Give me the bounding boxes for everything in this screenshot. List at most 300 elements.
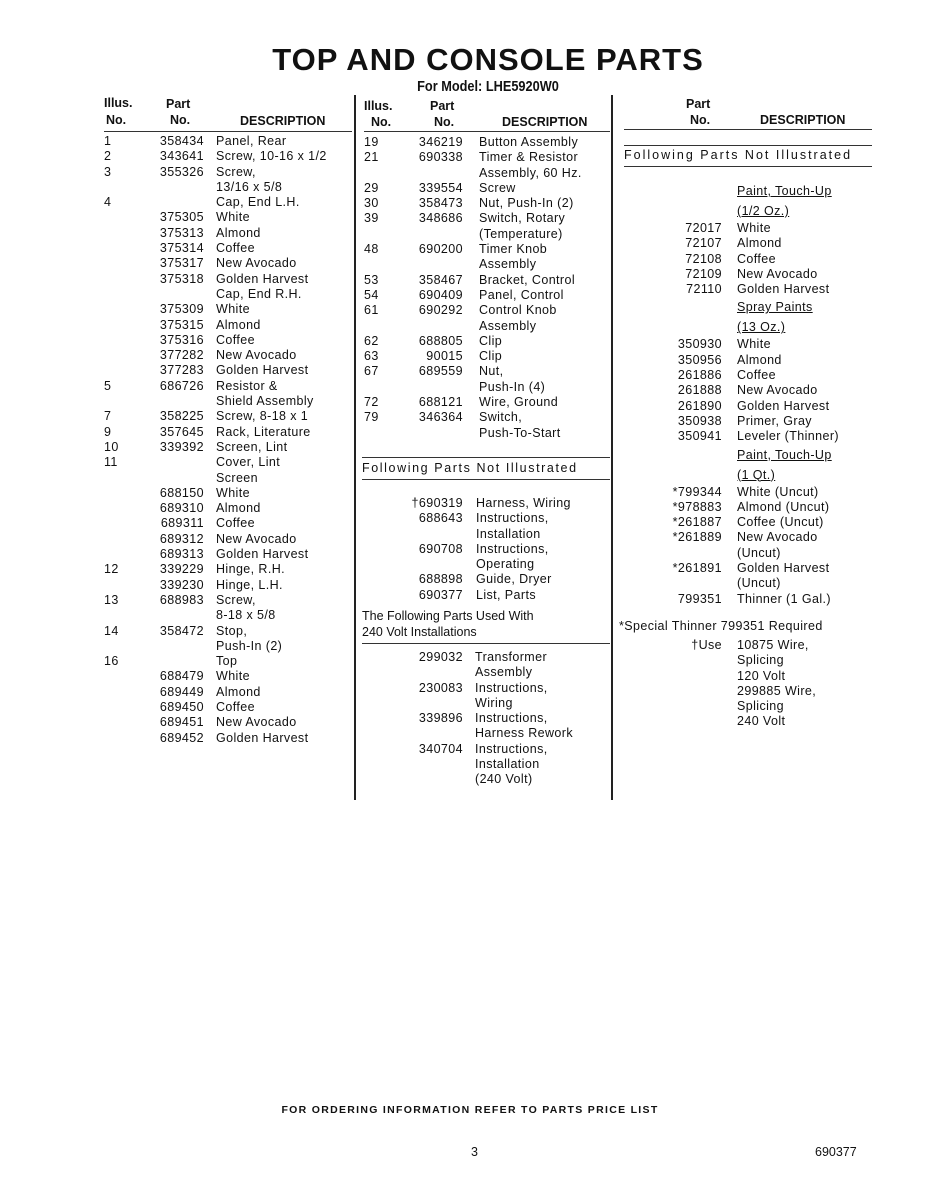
part-number: 689449 bbox=[159, 684, 204, 699]
part-description: New Avocado bbox=[737, 266, 818, 281]
middle-not-illustrated-heading: Following Parts Not Illustrated bbox=[362, 461, 578, 475]
part-description: Spray Paints bbox=[737, 300, 813, 315]
volt240-heading: 240 Volt Installations bbox=[362, 625, 477, 639]
part-description: Paint, Touch-Up bbox=[737, 447, 832, 462]
table-row bbox=[624, 383, 874, 398]
table-row bbox=[104, 501, 354, 516]
part-description: Instructions, bbox=[476, 511, 549, 526]
part-description: (Uncut) bbox=[737, 576, 781, 591]
part-number: *261891 bbox=[672, 561, 722, 576]
table-row bbox=[364, 711, 610, 726]
part-description: New Avocado bbox=[216, 348, 297, 363]
part-number: 689452 bbox=[159, 730, 204, 745]
table-row bbox=[624, 669, 874, 684]
table-row bbox=[364, 227, 610, 242]
page-title: TOP AND CONSOLE PARTS bbox=[272, 42, 704, 77]
header-illus-no: No. bbox=[106, 113, 127, 127]
part-number: 689312 bbox=[159, 531, 204, 546]
part-description: Button Assembly bbox=[479, 135, 579, 149]
table-row bbox=[364, 181, 610, 196]
table-row bbox=[104, 486, 354, 501]
table-row bbox=[364, 650, 610, 665]
part-number: 72017 bbox=[685, 221, 722, 235]
part-number: 358434 bbox=[159, 134, 204, 148]
table-row bbox=[364, 303, 610, 318]
part-description: Clip bbox=[479, 349, 503, 364]
part-number: 375305 bbox=[159, 210, 204, 225]
part-number: 377282 bbox=[159, 348, 204, 363]
part-number: 346364 bbox=[418, 410, 463, 425]
part-description: Almond bbox=[216, 501, 261, 516]
part-description: Push-In (2) bbox=[216, 638, 283, 653]
part-number: *261889 bbox=[672, 530, 722, 545]
part-description: Primer, Gray bbox=[737, 413, 812, 428]
table-row bbox=[624, 368, 874, 383]
illus-number: 29 bbox=[364, 180, 379, 195]
table-row bbox=[104, 318, 354, 333]
part-description: Instructions, bbox=[476, 541, 549, 556]
table-row bbox=[364, 135, 610, 150]
header-illus: Illus. bbox=[104, 96, 133, 110]
table-row bbox=[104, 516, 354, 531]
table-row bbox=[104, 149, 354, 164]
table-row bbox=[104, 256, 354, 271]
table-row bbox=[104, 562, 354, 577]
table-row bbox=[364, 757, 610, 772]
table-row bbox=[104, 134, 354, 149]
table-row bbox=[624, 485, 874, 500]
table-row bbox=[364, 557, 610, 572]
part-number: 688121 bbox=[418, 395, 463, 410]
part-description: Coffee bbox=[737, 251, 777, 266]
right-parts-list bbox=[624, 181, 874, 607]
table-row bbox=[624, 267, 874, 282]
table-row bbox=[364, 211, 610, 226]
table-row bbox=[104, 379, 354, 394]
table-row bbox=[624, 317, 874, 337]
part-number: 689310 bbox=[159, 501, 204, 516]
table-row bbox=[624, 638, 874, 653]
part-number: 375316 bbox=[159, 332, 204, 347]
part-description: Almond bbox=[216, 317, 261, 332]
illus-number: 39 bbox=[364, 211, 379, 226]
illus-number: 10 bbox=[104, 439, 119, 454]
illus-number: 12 bbox=[104, 562, 119, 577]
illus-number: 62 bbox=[364, 333, 379, 348]
table-row bbox=[364, 726, 610, 741]
part-description: New Avocado bbox=[216, 715, 297, 730]
table-row bbox=[364, 772, 610, 787]
column-divider bbox=[611, 95, 613, 800]
part-description: Golden Harvest bbox=[216, 363, 309, 378]
table-row bbox=[364, 426, 610, 441]
table-row bbox=[104, 731, 354, 746]
table-row bbox=[104, 425, 354, 440]
part-number: 375309 bbox=[159, 302, 204, 317]
part-number: 340704 bbox=[418, 741, 463, 756]
illus-number: 54 bbox=[364, 287, 379, 302]
illus-number: 63 bbox=[364, 349, 379, 364]
part-description: 120 Volt bbox=[737, 668, 786, 683]
table-row bbox=[624, 699, 874, 714]
table-row bbox=[104, 715, 354, 730]
part-number: 375313 bbox=[159, 225, 204, 240]
part-number: 261886 bbox=[677, 368, 722, 383]
part-number: 688805 bbox=[418, 333, 463, 348]
illus-number: 79 bbox=[364, 410, 379, 425]
table-row bbox=[104, 180, 354, 195]
table-row bbox=[104, 440, 354, 455]
part-description: Push-To-Start bbox=[479, 425, 561, 440]
part-description: Cover, Lint bbox=[216, 455, 281, 470]
illus-number: 3 bbox=[104, 164, 112, 179]
part-description: Installation bbox=[475, 757, 540, 772]
part-description: Top bbox=[216, 654, 238, 669]
part-description: Coffee bbox=[216, 699, 256, 714]
part-number: 339896 bbox=[418, 711, 463, 726]
table-row bbox=[364, 196, 610, 211]
part-description: Switch, bbox=[479, 410, 523, 425]
table-row bbox=[364, 288, 610, 303]
part-description: Rack, Literature bbox=[216, 424, 311, 439]
illus-number: 13 bbox=[104, 592, 119, 607]
part-number: 689311 bbox=[160, 516, 204, 531]
part-number: 358473 bbox=[418, 196, 463, 211]
illus-number: 4 bbox=[104, 195, 112, 210]
part-description: Resistor & bbox=[216, 378, 278, 393]
table-row bbox=[104, 639, 354, 654]
part-number: 690200 bbox=[418, 242, 463, 257]
part-number: 690292 bbox=[418, 303, 463, 318]
table-row bbox=[364, 395, 610, 410]
volt240-list bbox=[364, 650, 610, 788]
table-row bbox=[104, 348, 354, 363]
part-number: 357645 bbox=[159, 424, 204, 439]
part-description: Screw, bbox=[216, 164, 256, 179]
illus-number: 67 bbox=[364, 364, 379, 379]
illus-number: 11 bbox=[104, 455, 118, 470]
middle-not-illustrated-list bbox=[364, 496, 610, 603]
part-description: New Avocado bbox=[737, 530, 818, 545]
table-row bbox=[364, 496, 610, 511]
table-row bbox=[624, 445, 874, 465]
table-row bbox=[364, 742, 610, 757]
part-description: Almond bbox=[737, 236, 782, 251]
table-row bbox=[364, 380, 610, 395]
table-row bbox=[624, 714, 874, 729]
part-description: Almond bbox=[737, 352, 782, 367]
table-row bbox=[364, 150, 610, 165]
table-row bbox=[364, 511, 610, 526]
part-description: Screen bbox=[216, 470, 259, 485]
part-number: 688898 bbox=[418, 572, 463, 587]
part-description: Timer Knob bbox=[479, 242, 548, 257]
part-description: Leveler (Thinner) bbox=[737, 429, 839, 444]
header-underline bbox=[104, 131, 352, 132]
part-number: 350938 bbox=[677, 413, 722, 428]
table-row bbox=[624, 530, 874, 545]
part-description: Coffee bbox=[737, 368, 777, 383]
part-description: Panel, Control bbox=[479, 287, 564, 302]
illus-number: 21 bbox=[364, 150, 379, 165]
part-description: (1/2 Oz.) bbox=[737, 204, 790, 218]
part-description: Nut, bbox=[479, 364, 504, 379]
table-row bbox=[624, 429, 874, 444]
part-description: Shield Assembly bbox=[216, 394, 314, 409]
table-row bbox=[104, 302, 354, 317]
left-parts-list bbox=[104, 134, 354, 746]
part-description: (240 Volt) bbox=[475, 772, 533, 787]
part-description: Wiring bbox=[475, 695, 513, 710]
part-description: Splicing bbox=[737, 653, 784, 668]
part-description: Golden Harvest bbox=[737, 282, 830, 297]
special-thinner-note: *Special Thinner 799351 Required bbox=[619, 619, 823, 633]
part-description: Paint, Touch-Up bbox=[737, 184, 832, 198]
part-number: †Use bbox=[691, 638, 722, 652]
table-row bbox=[624, 515, 874, 530]
header-illus: Illus. bbox=[364, 99, 393, 113]
illus-number: 16 bbox=[104, 654, 119, 669]
part-number: 355326 bbox=[159, 164, 204, 179]
ordering-footer: FOR ORDERING INFORMATION REFER TO PARTS PRICE LIST bbox=[281, 1104, 659, 1116]
part-description: White bbox=[216, 669, 250, 684]
part-description: 299885 Wire, bbox=[737, 683, 817, 698]
page-number: 3 bbox=[471, 1145, 478, 1159]
part-description: Harness, Wiring bbox=[476, 496, 571, 510]
part-number: 799351 bbox=[677, 591, 722, 606]
table-row bbox=[104, 471, 354, 486]
table-row bbox=[104, 578, 354, 593]
part-number: 690338 bbox=[418, 150, 463, 165]
table-row bbox=[104, 608, 354, 623]
part-number: 375315 bbox=[159, 317, 204, 332]
part-number: 339230 bbox=[159, 577, 204, 592]
table-row bbox=[104, 241, 354, 256]
part-number: 358467 bbox=[418, 272, 463, 287]
illus-number: 19 bbox=[364, 135, 379, 149]
document-number: 690377 bbox=[815, 1145, 857, 1159]
part-description: White bbox=[737, 337, 771, 352]
part-description: 10875 Wire, bbox=[737, 638, 809, 652]
part-description: Operating bbox=[476, 557, 535, 572]
table-row bbox=[624, 252, 874, 267]
part-number: 686726 bbox=[159, 378, 204, 393]
part-description: Golden Harvest bbox=[737, 561, 830, 576]
part-description: Control Knob bbox=[479, 303, 557, 318]
table-row bbox=[364, 364, 610, 379]
part-description: Instructions, bbox=[475, 741, 548, 756]
header-description: DESCRIPTION bbox=[240, 114, 326, 128]
part-description: Coffee bbox=[216, 332, 256, 347]
table-row bbox=[104, 210, 354, 225]
table-row bbox=[624, 221, 874, 236]
part-number: 339392 bbox=[159, 439, 204, 454]
table-row bbox=[104, 547, 354, 562]
header-part-no: No. bbox=[170, 113, 191, 127]
part-number: 689450 bbox=[159, 699, 204, 714]
table-row bbox=[364, 665, 610, 680]
header-underline bbox=[364, 131, 610, 132]
part-description: (Temperature) bbox=[479, 226, 563, 241]
part-number: 375318 bbox=[159, 271, 204, 286]
part-number: 299032 bbox=[418, 650, 463, 664]
column-divider bbox=[354, 95, 356, 800]
part-description: Transformer bbox=[475, 650, 548, 664]
table-row bbox=[624, 236, 874, 251]
table-row bbox=[624, 684, 874, 699]
part-description: White (Uncut) bbox=[737, 484, 819, 499]
table-row bbox=[104, 409, 354, 424]
header-illus-no: No. bbox=[371, 115, 392, 129]
volt240-heading: The Following Parts Used With bbox=[362, 609, 534, 623]
part-number: *978883 bbox=[672, 499, 722, 514]
table-row bbox=[104, 287, 354, 302]
table-row bbox=[624, 297, 874, 317]
section-rule bbox=[362, 457, 610, 458]
table-row bbox=[364, 349, 610, 364]
table-row bbox=[624, 561, 874, 576]
part-number: 72109 bbox=[685, 266, 722, 281]
part-description: Assembly, 60 Hz. bbox=[479, 165, 582, 180]
table-row bbox=[104, 394, 354, 409]
part-description: Coffee (Uncut) bbox=[737, 515, 824, 530]
right-not-illustrated-heading: Following Parts Not Illustrated bbox=[624, 148, 853, 162]
part-description: Clip bbox=[479, 333, 503, 348]
part-number: 261890 bbox=[677, 398, 722, 413]
part-number: *799344 bbox=[672, 484, 722, 499]
part-number: 350930 bbox=[677, 337, 722, 352]
part-description: Screw, bbox=[216, 592, 256, 607]
table-row bbox=[624, 465, 874, 485]
part-number: 90015 bbox=[426, 349, 463, 364]
header-part: Part bbox=[166, 97, 191, 111]
table-row bbox=[624, 500, 874, 515]
part-description: Guide, Dryer bbox=[476, 572, 552, 587]
illus-number: 7 bbox=[104, 409, 112, 424]
table-row bbox=[104, 669, 354, 684]
part-description: Thinner (1 Gal.) bbox=[737, 591, 831, 606]
table-row bbox=[104, 455, 354, 470]
part-number: 688479 bbox=[159, 669, 204, 684]
table-row bbox=[624, 576, 874, 591]
part-description: (Uncut) bbox=[737, 545, 781, 560]
model-subtitle: For Model: LHE5920W0 bbox=[417, 78, 559, 95]
part-number: 690409 bbox=[418, 287, 463, 302]
part-description: New Avocado bbox=[216, 531, 297, 546]
header-description: DESCRIPTION bbox=[502, 115, 588, 129]
section-rule bbox=[624, 166, 872, 167]
table-row bbox=[364, 681, 610, 696]
part-description: Stop, bbox=[216, 623, 248, 638]
part-description: Screw, 10-16 x 1/2 bbox=[216, 149, 327, 164]
part-number: 230083 bbox=[418, 680, 463, 695]
part-description: Screw bbox=[479, 180, 516, 195]
part-description: Panel, Rear bbox=[216, 134, 287, 148]
part-description: Coffee bbox=[216, 241, 256, 256]
part-description: New Avocado bbox=[216, 256, 297, 271]
part-description: (1 Qt.) bbox=[737, 467, 776, 482]
part-description: Almond bbox=[216, 684, 261, 699]
part-description: Splicing bbox=[737, 699, 784, 714]
table-row bbox=[104, 700, 354, 715]
part-number: 377283 bbox=[159, 363, 204, 378]
part-number: 72107 bbox=[685, 236, 722, 251]
part-description: White bbox=[216, 485, 250, 500]
header-part: Part bbox=[430, 99, 455, 113]
table-row bbox=[364, 572, 610, 587]
part-number: 339554 bbox=[418, 180, 463, 195]
illus-number: 53 bbox=[364, 272, 379, 287]
part-description: 8-18 x 5/8 bbox=[216, 608, 276, 623]
table-row bbox=[104, 363, 354, 378]
part-description: Golden Harvest bbox=[216, 730, 309, 745]
table-row bbox=[364, 542, 610, 557]
part-description: Almond bbox=[216, 225, 261, 240]
part-description: Push-In (4) bbox=[479, 379, 546, 394]
table-row bbox=[104, 165, 354, 180]
part-description: Instructions, bbox=[475, 680, 548, 695]
part-number: 358472 bbox=[159, 623, 204, 638]
part-description: Instructions, bbox=[475, 711, 548, 726]
part-description: Installation bbox=[476, 526, 541, 541]
part-description: List, Parts bbox=[476, 587, 536, 602]
part-description: Cap, End R.H. bbox=[216, 286, 302, 301]
part-description: Wire, Ground bbox=[479, 395, 559, 410]
table-row bbox=[624, 592, 874, 607]
part-description: (13 Oz.) bbox=[737, 320, 786, 335]
illus-number: 48 bbox=[364, 242, 379, 257]
part-description: Hinge, R.H. bbox=[216, 562, 286, 577]
part-number: 688150 bbox=[159, 485, 204, 500]
table-row bbox=[364, 527, 610, 542]
part-description: Golden Harvest bbox=[216, 271, 309, 286]
part-number: 350956 bbox=[677, 352, 722, 367]
part-number: 72110 bbox=[686, 282, 722, 297]
part-description: Timer & Resistor bbox=[479, 150, 579, 165]
part-description: Nut, Push-In (2) bbox=[479, 196, 574, 211]
part-description: Bracket, Control bbox=[479, 272, 576, 287]
part-description: Hinge, L.H. bbox=[216, 577, 283, 592]
table-row bbox=[364, 588, 610, 603]
table-row bbox=[624, 414, 874, 429]
table-row bbox=[364, 166, 610, 181]
table-row bbox=[104, 226, 354, 241]
part-number: 375317 bbox=[159, 256, 204, 271]
illus-number: 30 bbox=[364, 196, 379, 211]
header-part-no: No. bbox=[434, 115, 455, 129]
part-number: 690377 bbox=[418, 587, 463, 602]
table-row bbox=[624, 653, 874, 668]
part-description: Screen, Lint bbox=[216, 439, 288, 454]
part-number: 689559 bbox=[418, 364, 463, 379]
part-description: New Avocado bbox=[737, 383, 818, 398]
part-description: Harness Rework bbox=[475, 726, 573, 741]
part-number: *261887 bbox=[672, 515, 722, 530]
part-number: 339229 bbox=[159, 562, 204, 577]
table-row bbox=[104, 272, 354, 287]
part-description: Almond (Uncut) bbox=[737, 499, 830, 514]
illus-number: 14 bbox=[104, 623, 119, 638]
header-underline bbox=[624, 129, 872, 130]
table-row bbox=[104, 593, 354, 608]
part-number: †690319 bbox=[411, 496, 463, 510]
header-part-no: No. bbox=[690, 113, 711, 127]
part-description: Assembly bbox=[479, 318, 537, 333]
table-row bbox=[104, 333, 354, 348]
table-row bbox=[364, 273, 610, 288]
part-number: 343641 bbox=[159, 149, 204, 164]
part-description: White bbox=[216, 210, 250, 225]
